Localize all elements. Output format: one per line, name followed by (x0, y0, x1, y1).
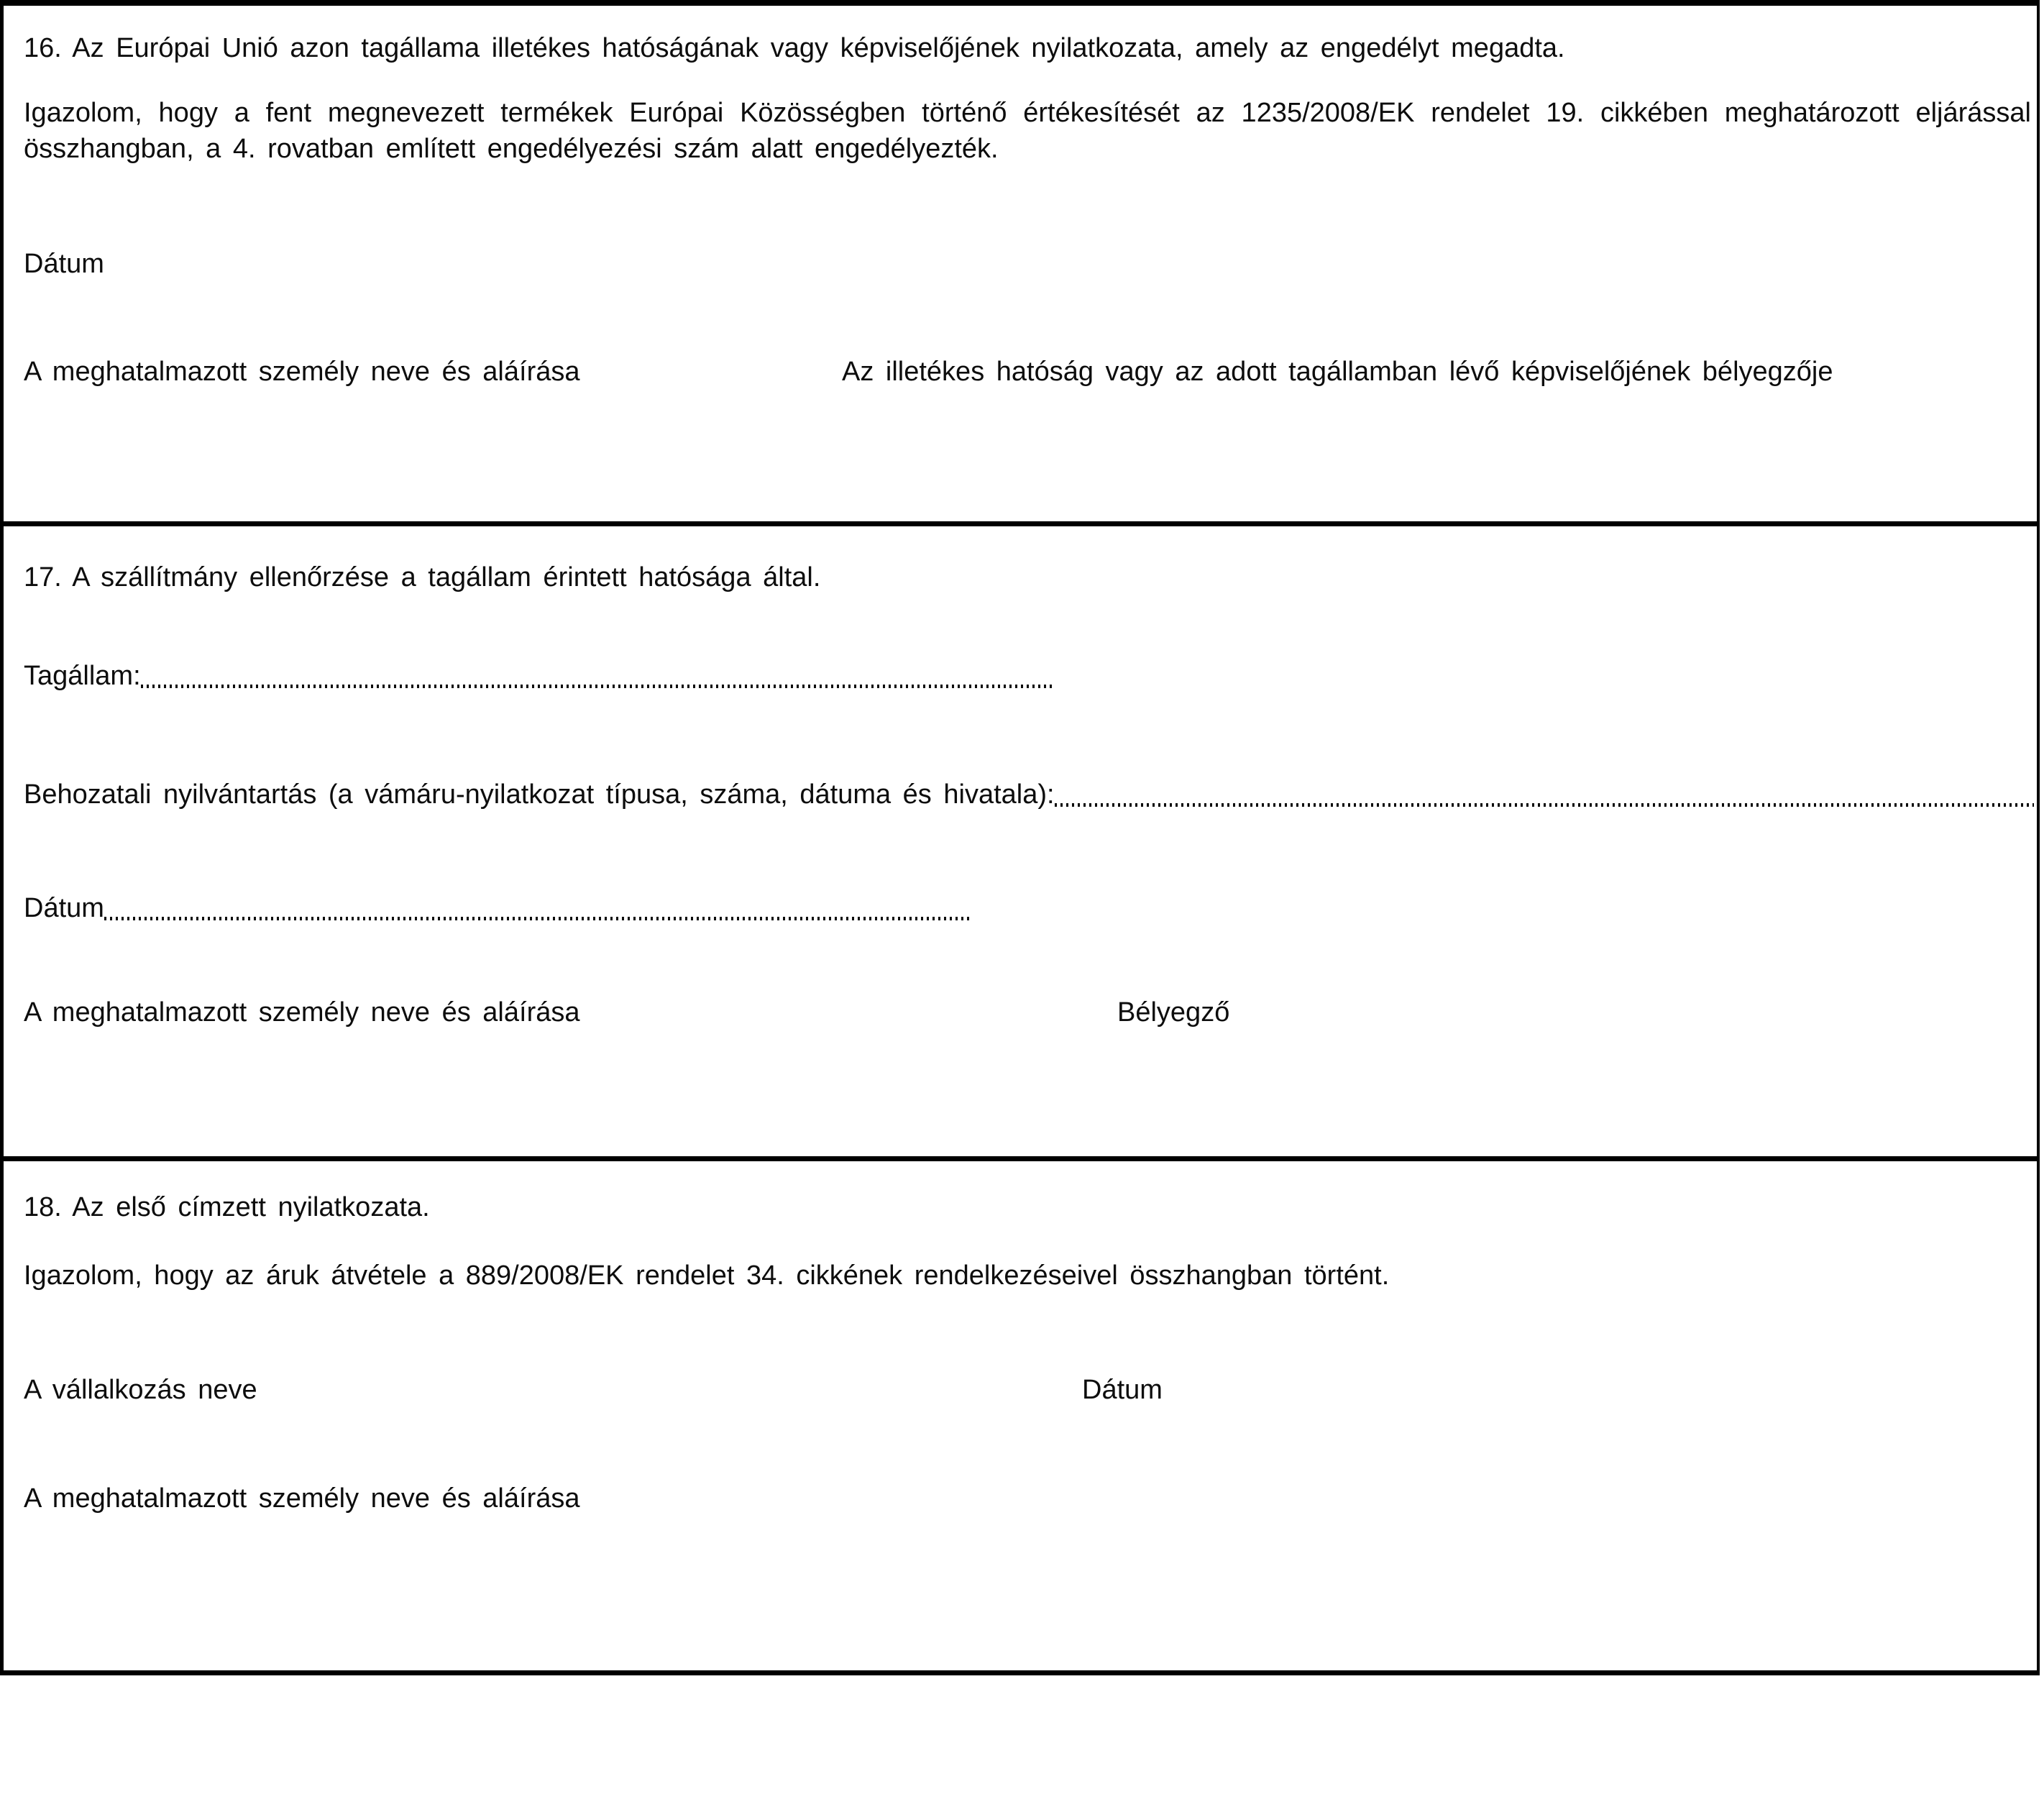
section-16-title: 16. Az Európai Unió azon tagállama illetékes hatóságának vagy képviselőjének nyilatkozata, amely az engedélyt megadta. (24, 33, 1565, 63)
section-18-row (4, 1156, 2037, 1670)
member-state-dotted-line (141, 685, 1052, 688)
section-18-date-label: Dátum (1082, 1375, 1163, 1405)
section-17-date-label: Dátum (24, 893, 104, 923)
section-16-declaration: Igazolom, hogy a fent megnevezett termékek Európai Közösségben történő értékesítését az 1235/2008/EK rendelet 19. cikkében meghatározott eljárással összhangban, a 4. rovatban említett engedélyezési szám alatt engedélyezték. (24, 98, 2031, 164)
section-16-row (4, 6, 2037, 521)
company-name-label: A vállalkozás neve (24, 1375, 257, 1405)
section-17-stamp-label: Bélyegző (1117, 997, 1230, 1028)
import-registration-field (24, 778, 2034, 811)
section-17-date-dotted-line (104, 917, 973, 920)
section-18-title: 18. Az első címzett nyilatkozata. (24, 1192, 430, 1222)
import-registration-label: Behozatali nyilvántartás (a vámáru-nyilatkozat típusa, száma, dátuma és hivatala): (24, 779, 1055, 810)
section-16-stamp-label: Az illetékes hatóság vagy az adott tagállamban lévő képviselőjének bélyegzője (842, 357, 1833, 387)
section-17-row (4, 521, 2037, 1156)
member-state-label: Tagállam: (24, 661, 141, 691)
section-18-declaration: Igazolom, hogy az áruk átvétele a 889/2008/EK rendelet 34. cikkének rendelkezéseivel összhangban történt. (24, 1260, 1390, 1291)
section-16-date-label: Dátum (24, 249, 104, 279)
section-18-signature-label: A meghatalmazott személy neve és aláírása (24, 1483, 580, 1514)
section-16-signature-label: A meghatalmazott személy neve és aláírása (24, 357, 580, 387)
section-17-signature-label: A meghatalmazott személy neve és aláírása (24, 997, 580, 1028)
section-17-title: 17. A szállítmány ellenőrzése a tagállam érintett hatósága által. (24, 562, 821, 592)
section-17-date-field (24, 892, 973, 925)
import-registration-dotted-line (1055, 803, 2034, 807)
member-state-field (24, 659, 1052, 692)
